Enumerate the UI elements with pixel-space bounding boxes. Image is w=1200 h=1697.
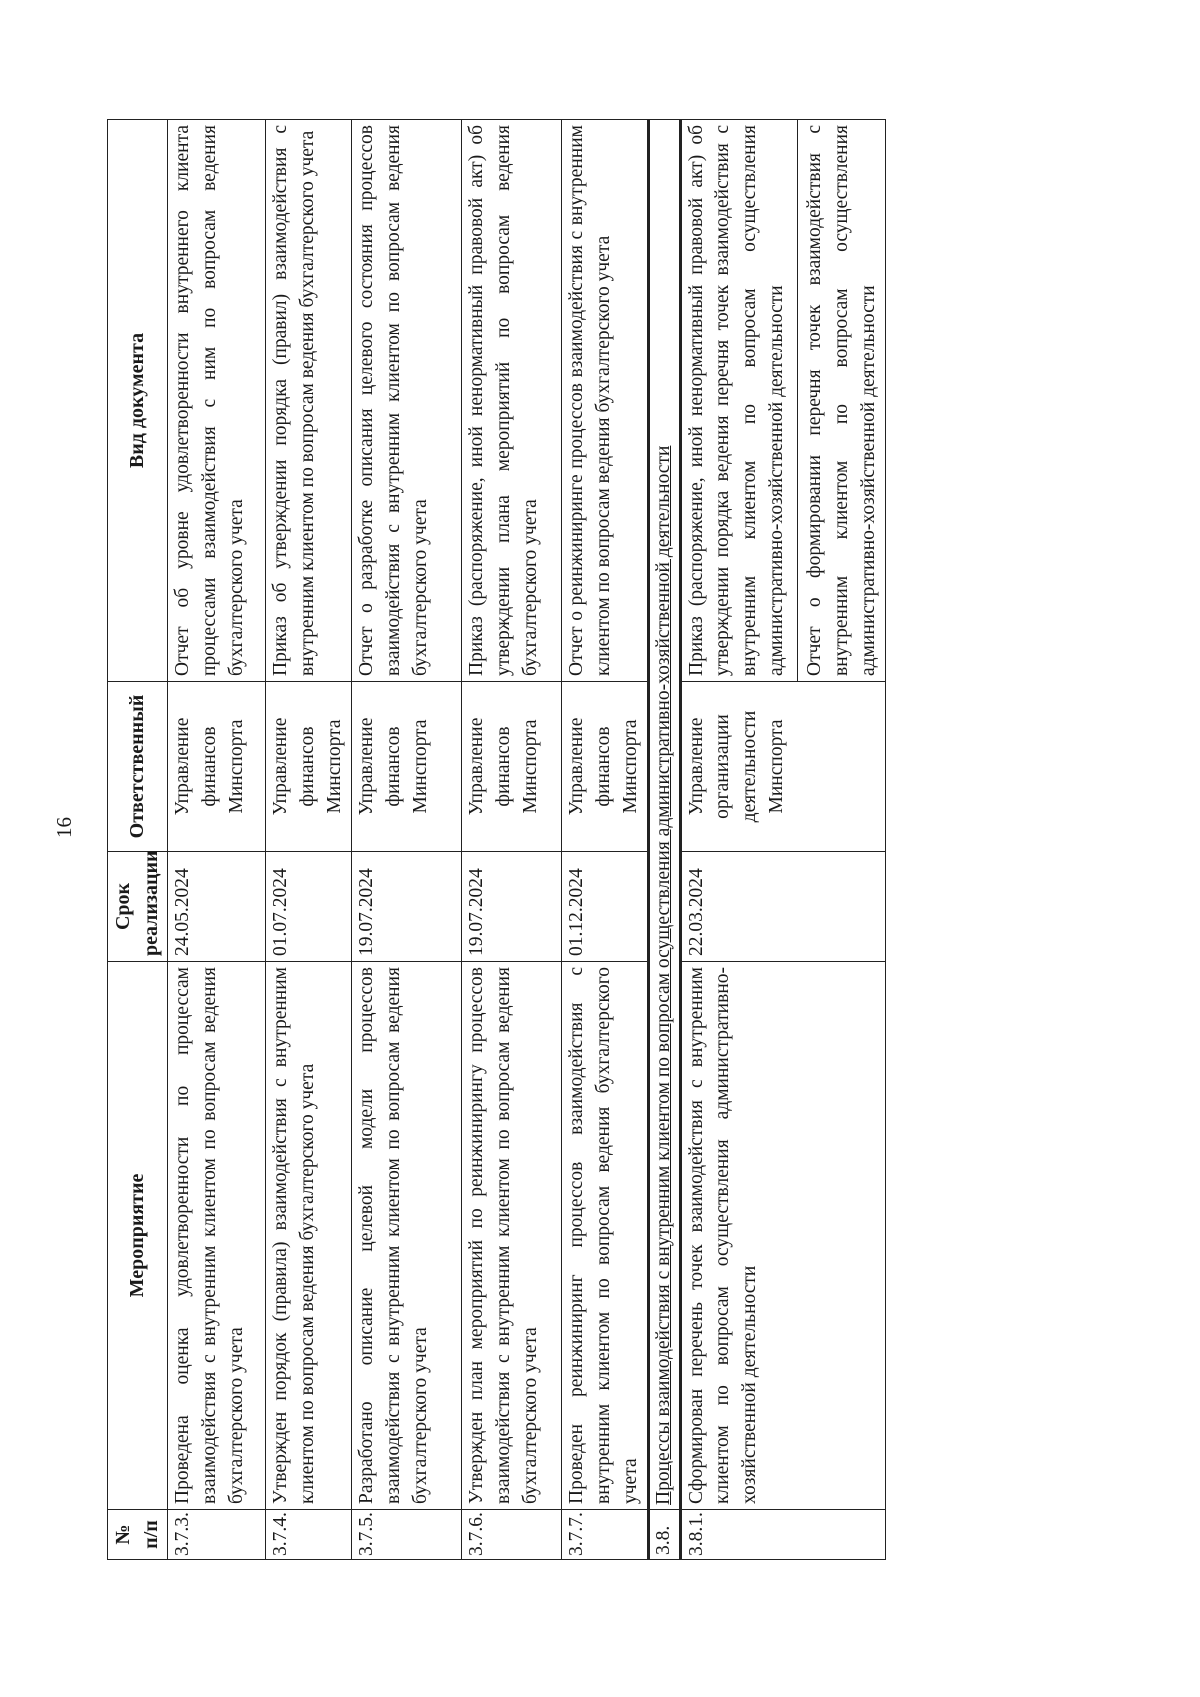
row-num: 3.7.5. [351,1510,461,1560]
table-row [561,120,648,1560]
row-event: Сформирован перечень точек взаимодействия с внутренним клиентом по вопросам осуществления административно-хозяйственной деятельности [680,962,885,1510]
section-title-cell [648,120,680,1510]
row-deadline: 22.03.2024 [680,852,885,962]
header-responsible: Ответственный [108,682,168,852]
row-event: Утвержден план мероприятий по реинжинирингу процессов взаимодействия с внутренним клиентом по вопросам ведения бухгалтерского учета [461,962,561,1510]
row-deadline: 19.07.2024 [461,852,561,962]
row-deadline: 19.07.2024 [351,852,461,962]
table-row [461,120,561,1560]
row-responsible: Управление финансов Минспорта [168,682,266,852]
header-num: № п/п [108,1510,168,1560]
row-doc: Приказ (распоряжение, иной ненормативный правовой акт) об утверждении плана мероприятий по вопросам ведения бухгалтерского учета [461,120,561,682]
row-num: 3.7.3. [168,1510,266,1560]
row-num: 3.7.6. [461,1510,561,1560]
row-num: 3.7.4. [266,1510,352,1560]
table-row [351,120,461,1560]
row-doc: Отчет об уровне удовлетворенности внутреннего клиента процессами взаимодействия с ним по вопросам ведения бухгалтерского учета [168,120,266,682]
row-responsible: Управление финансов Минспорта [351,682,461,852]
row-responsible: Управление финансов Минспорта [266,682,352,852]
row-num: 3.7.7. [561,1510,648,1560]
header-deadline: Срок реализации [108,852,168,962]
header-row [108,120,168,1560]
row-doc-cell [680,120,885,682]
table-row [168,120,266,1560]
rotated-table-container [107,120,1057,1560]
row-event: Разработано описание целевой модели процессов взаимодействия с внутренним клиентом по вопросам ведения бухгалтерского учета [351,962,461,1510]
row-responsible: Управление организации деятельности Минспорта [680,682,885,852]
row-event: Утвержден порядок (правила) взаимодействия с внутренним клиентом по вопросам ведения бухгалтерского учета [266,962,352,1510]
row-doc: Отчет о реинжиниринге процессов взаимодействия с внутренним клиентом по вопросам ведения бухгалтерского учета [561,120,648,682]
header-event: Мероприятие [108,962,168,1510]
section-row [648,120,680,1560]
row-doc-1: Приказ (распоряжение, иной ненормативный правовой акт) об утверждении порядка ведения перечня точек взаимодействия с внутренним клиентом по вопросам осуществления административно-хозяйственной деятельности [685,125,788,676]
row-num: 3.8.1. [680,1510,885,1560]
row-deadline: 01.07.2024 [266,852,352,962]
row-doc: Приказ об утверждении порядка (правил) взаимодействия с внутренним клиентом по вопросам ведения бухгалтерского учета [266,120,352,682]
header-doc: Вид документа [108,120,168,682]
row-doc-2: Отчет о формировании перечня точек взаимодействия с внутренним клиентом по вопросам осуществления административно-хозяйственной деятельности [798,120,885,681]
table-row [680,120,885,1560]
row-responsible: Управление финансов Минспорта [561,682,648,852]
row-deadline: 24.05.2024 [168,852,266,962]
row-doc: Отчет о разработке описания целевого состояния процессов взаимодействия с внутренним клиентом по вопросам ведения бухгалтерского учета [351,120,461,682]
row-event: Проведена оценка удовлетворенности по процессам взаимодействия с внутренним клиентом по вопросам ведения бухгалтерского учета [168,962,266,1510]
row-responsible: Управление финансов Минспорта [461,682,561,852]
section-title: Процессы взаимодействия с внутренним клиентом по вопросам осуществления административно-хозяйственной деятельности [652,445,674,1505]
section-num: 3.8. [648,1510,680,1560]
page-number: 16 [52,817,76,838]
activities-table [107,119,886,1560]
row-deadline: 01.12.2024 [561,852,648,962]
doc-subtable [682,120,885,681]
table-row [266,120,352,1560]
row-event: Проведен реинжиниринг процессов взаимодействия с внутренним клиентом по вопросам ведения бухгалтерского учета [561,962,648,1510]
